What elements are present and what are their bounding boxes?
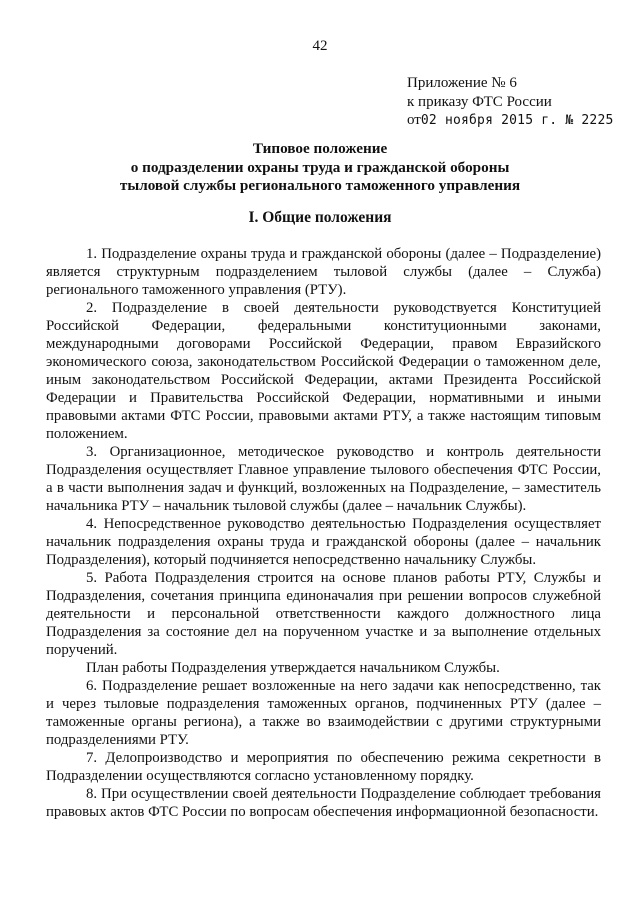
appendix-line-1: Приложение № 6	[407, 75, 517, 91]
paragraph: 4. Непосредственное руководство деятельностью Подразделения осуществляет начальник подразделения охраны труда и гражданской обороны (далее – начальник Подразделения), который подчиняется непосредственно начальнику Службы.	[46, 516, 601, 568]
page-number: 42	[312, 38, 328, 54]
appendix-line-3	[407, 111, 614, 131]
paragraph: 6. Подразделение решает возложенные на него задачи как непосредственно, так и через тыловые подразделения таможенных органов, подчиненных РТУ (далее – таможенные органы региона), а также во взаимодействии с другими структурными подразделениями РТУ.	[46, 678, 601, 748]
document-body	[46, 245, 601, 821]
section-heading: I. Общие положения	[248, 209, 392, 226]
paragraph: 1. Подразделение охраны труда и гражданской обороны (далее – Подразделение) является структурным подразделением тыловой службы (далее – Служба) регионального таможенного управления (РТУ).	[46, 246, 601, 298]
paragraph: 3. Организационное, методическое руководство и контроль деятельности Подразделения осуществляет Главное управление тылового обеспечения ФТС России, а в части выполнения задач и функций, возложенных на Подразделение, – заместитель начальника РТУ – начальник тыловой службы (далее – начальник Службы).	[46, 444, 601, 514]
paragraph: 5. Работа Подразделения строится на основе планов работы РТУ, Службы и Подразделения, сочетания принципа единоначалия при решении вопросов служебной деятельности и персональной ответственности каждого должностного лица Подразделения за состояние дел на порученном участке и за выполнение отдельных поручений.	[46, 570, 601, 658]
paragraph: 7. Делопроизводство и мероприятия по обеспечению режима секретности в Подразделении осуществляются согласно установленному порядку.	[46, 750, 601, 784]
appendix-date-prefix: от	[407, 112, 421, 128]
title-line-2: о подразделении охраны труда и гражданской обороны	[130, 158, 510, 176]
paragraph: 8. При осуществлении своей деятельности Подразделение соблюдает требования правовых актов ФТС России по вопросам обеспечения информационной безопасности.	[46, 786, 601, 820]
document-title	[0, 140, 640, 196]
appendix-block	[407, 74, 614, 131]
appendix-line-2: к приказу ФТС России	[407, 93, 552, 110]
paragraph: План работы Подразделения утверждается начальником Службы.	[86, 660, 500, 676]
title-line-3: тыловой службы регионального таможенного управления	[119, 177, 521, 194]
order-date-stamp: 02 ноября 2015 г. № 2225	[420, 113, 614, 128]
title-line-1: Типовое положение	[252, 140, 388, 157]
paragraph: 2. Подразделение в своей деятельности руководствуется Конституцией Российской Федерации, федеральными конституционными законами, международными договорами Российской Федерации, правом Евразийского экономического союза, законодательством Российской Федерации о таможенном деле, иным законодательством Российской Федерации, актами Президента Российской Федерации и Правительства Российской Федерации, нормативными и иными правовыми актами ФТС России, правовыми актами РТУ, а также настоящим типовым положением.	[46, 300, 601, 442]
